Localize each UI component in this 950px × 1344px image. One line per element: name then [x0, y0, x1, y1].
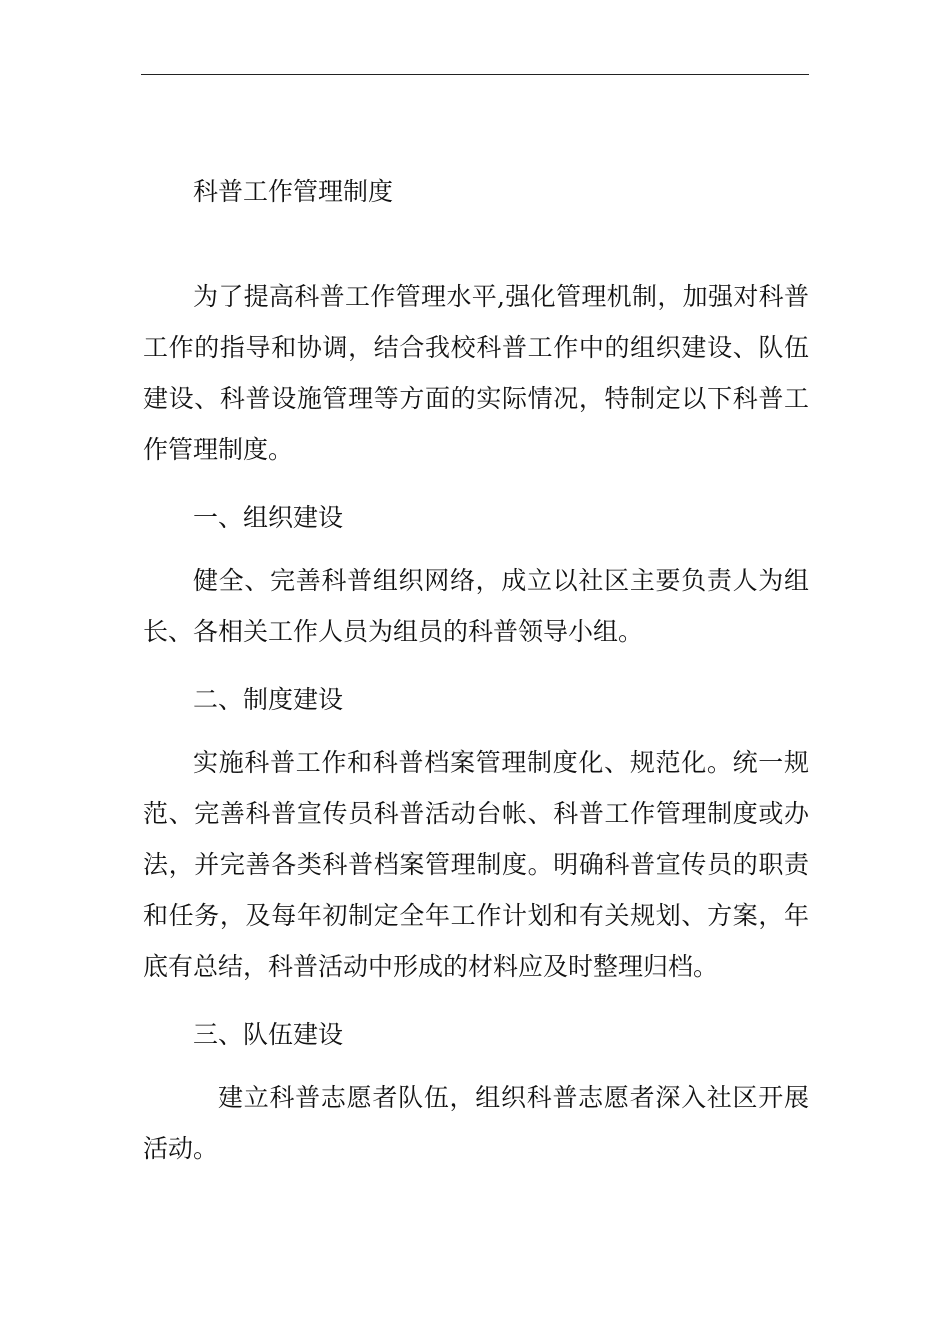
- document-body: [143, 166, 809, 1191]
- intro-paragraph: 为了提高科普工作管理水平,强化管理机制，加强对科普工作的指导和协调，结合我校科普工作中的组织建设、队伍建设、科普设施管理等方面的实际情况，特制定以下科普工作管理制度。: [143, 282, 809, 464]
- section-body-team: 建立科普志愿者队伍，组织科普志愿者深入社区开展活动。: [143, 1083, 809, 1163]
- section-body-system: 实施科普工作和科普档案管理制度化、规范化。统一规范、完善科普宣传员科普活动台帐、科普工作管理制度或办法，并完善各类科普档案管理制度。明确科普宣传员的职责和任务，及每年初制定全年工作计划和有关规划、方案，年底有总结，科普活动中形成的材料应及时整理归档。: [143, 748, 809, 981]
- section-heading-system: 二、制度建设: [193, 685, 344, 714]
- section-body-organization: 健全、完善科普组织网络，成立以社区主要负责人为组长、各相关工作人员为组员的科普领导小组。: [143, 566, 809, 646]
- header-rule: [141, 74, 809, 75]
- section-heading-team: 三、队伍建设: [193, 1020, 344, 1049]
- document-title: 科普工作管理制度: [193, 177, 394, 206]
- section-heading-organization: 一、组织建设: [193, 503, 344, 532]
